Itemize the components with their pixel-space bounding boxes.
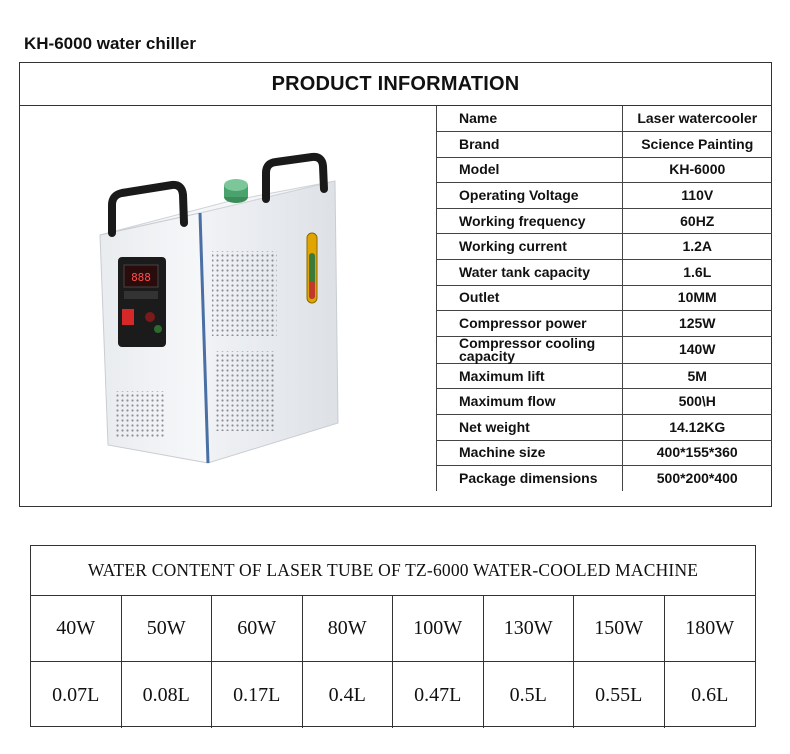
spec-row [437, 311, 773, 337]
water-volume-cell: 0.4L [303, 662, 394, 728]
spec-value: 500*200*400 [622, 466, 772, 492]
spec-table [436, 106, 772, 491]
laser-power-cell: 180W [665, 596, 756, 662]
spec-label: Machine size [437, 440, 623, 466]
spec-value: 1.2A [622, 234, 772, 260]
water-content-title: WATER CONTENT OF LASER TUBE OF TZ-6000 WATER-COOLED MACHINE [31, 546, 755, 596]
spec-label: Working current [437, 234, 623, 260]
spec-label: Operating Voltage [437, 183, 623, 209]
spec-label: Name [437, 106, 623, 132]
spec-row [437, 132, 773, 158]
spec-value: 5M [622, 363, 772, 389]
spec-value: Laser watercooler [622, 106, 772, 132]
spec-value: 125W [622, 311, 772, 337]
spec-label: Working frequency [437, 208, 623, 234]
spec-value: 10MM [622, 285, 772, 311]
spec-value: 140W [622, 336, 772, 363]
spec-row [437, 208, 773, 234]
spec-row [437, 285, 773, 311]
spec-value: Science Painting [622, 132, 772, 158]
spec-value: KH-6000 [622, 157, 772, 183]
laser-power-cell: 100W [393, 596, 484, 662]
laser-power-cell: 60W [212, 596, 303, 662]
spec-row [437, 389, 773, 415]
spec-row [437, 466, 773, 492]
spec-value: 500\H [622, 389, 772, 415]
laser-power-cell: 40W [31, 596, 122, 662]
spec-label: Outlet [437, 285, 623, 311]
spec-row [437, 157, 773, 183]
laser-power-cell: 130W [484, 596, 575, 662]
spec-label: Maximum flow [437, 389, 623, 415]
laser-power-cell: 80W [303, 596, 394, 662]
water-volume-cell: 0.47L [393, 662, 484, 728]
laser-power-cell: 150W [574, 596, 665, 662]
spec-value: 60HZ [622, 208, 772, 234]
product-info-header: PRODUCT INFORMATION [20, 63, 771, 106]
spec-label: Maximum lift [437, 363, 623, 389]
water-volume-cell: 0.6L [691, 683, 729, 706]
chiller-photo [80, 133, 380, 483]
spec-value: 400*155*360 [622, 440, 772, 466]
spec-row [437, 106, 773, 132]
spec-label: Package dimensions [437, 466, 623, 492]
spec-label: Water tank capacity [437, 260, 623, 286]
laser-power-cell: 50W [122, 596, 213, 662]
spec-row [437, 363, 773, 389]
spec-row [437, 440, 773, 466]
water-volume-cell: 0.17L [212, 662, 303, 728]
spec-label: Brand [437, 132, 623, 158]
spec-value: 1.6L [622, 260, 772, 286]
spec-label: Model [437, 157, 623, 183]
spec-label: Compressor power [437, 311, 623, 337]
page-title: KH-6000 water chiller [24, 34, 196, 53]
spec-row [437, 415, 773, 441]
svg-text:888: 888 [131, 271, 151, 284]
spec-row [437, 336, 773, 363]
water-volume-cell: 0.55L [574, 662, 665, 728]
water-volume-cell: 0.08L [122, 662, 213, 728]
water-content-box [30, 545, 756, 727]
spec-value: 14.12KG [622, 415, 772, 441]
water-content-grid [31, 596, 755, 728]
spec-label: Net weight [437, 415, 623, 441]
spec-row [437, 183, 773, 209]
spec-row [437, 234, 773, 260]
spec-label: Compressor cooling capacity [437, 336, 623, 363]
power-switch [122, 309, 134, 325]
spec-row [437, 260, 773, 286]
product-info-box [19, 62, 772, 507]
spec-value: 110V [622, 183, 772, 209]
water-volume-cell: 0.07L [31, 662, 122, 728]
water-volume-cell: 0.5L [484, 662, 575, 728]
